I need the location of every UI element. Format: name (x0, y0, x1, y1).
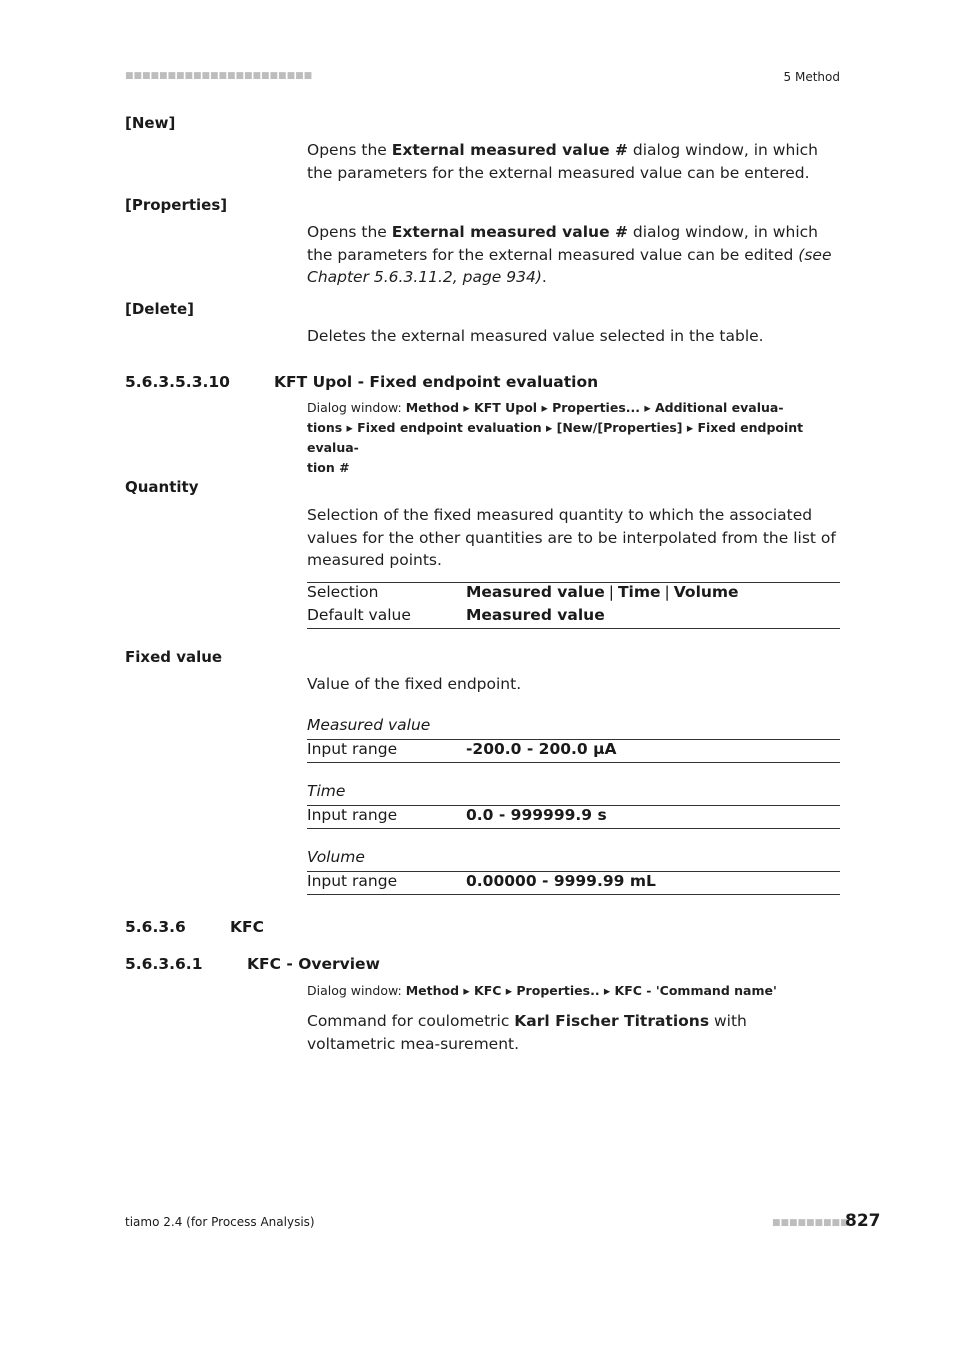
volume-range-row (307, 870, 840, 893)
time-range-row (307, 804, 840, 827)
term-new: [New] (125, 114, 176, 132)
default-row (307, 604, 840, 627)
term-delete: [Delete] (125, 300, 194, 318)
input-range-label: Input range (307, 806, 398, 824)
volume-caption: Volume (307, 848, 365, 866)
measured-value-caption: Measured value (307, 716, 431, 734)
term-fixed-value: Fixed value (125, 648, 223, 666)
properties-description: Opens the External measured value # dialog window, in which the parameters for the external measured value can be edited (see Chapter 5.6.3.11.2, page 934). (307, 223, 832, 286)
time-caption: Time (307, 782, 346, 800)
dialog-path-kfc: Dialog window: Method ▸ KFC ▸ Properties.. ▸ KFC - 'Command name' (307, 983, 777, 998)
section-title-kfc-overview: KFC - Overview (247, 955, 380, 973)
footer-product: tiamo 2.4 (for Process Analysis) (125, 1215, 315, 1229)
input-range-label: Input range (307, 740, 398, 758)
fixed-value-description: Value of the fixed endpoint. (307, 675, 522, 693)
page-number: 827 (845, 1211, 881, 1231)
input-range-label: Input range (307, 872, 398, 890)
input-range-value: 0.0 - 999999.9 s (466, 806, 607, 824)
header-decoration: ■■■■■■■■■■■■■■■■■■■■■■ (125, 71, 313, 81)
measured-value-range-row (307, 738, 840, 761)
selection-label: Selection (307, 583, 379, 601)
table-rule (307, 762, 840, 763)
quantity-description: Selection of the fixed measured quantity to which the associated values for the other quantities are to be interpolated from the list of measured points. (307, 506, 836, 569)
term-quantity: Quantity (125, 478, 199, 496)
kfc-description: Command for coulometric Karl Fischer Titrations with voltametric mea-surement. (307, 1012, 747, 1053)
section-number-kft: 5.6.3.5.3.10 (125, 373, 230, 391)
section-number-kfc-overview: 5.6.3.6.1 (125, 955, 203, 973)
selection-values: Measured value | Time | Volume (466, 583, 739, 601)
table-rule (307, 894, 840, 895)
delete-description: Deletes the external measured value selected in the table. (307, 327, 764, 345)
section-number-kfc: 5.6.3.6 (125, 918, 186, 936)
new-description: Opens the External measured value # dialog window, in which the parameters for the external measured value can be entered. (307, 141, 818, 182)
input-range-value: -200.0 - 200.0 µA (466, 740, 617, 758)
footer-decoration: ■■■■■■■■■ (772, 1218, 849, 1228)
term-properties: [Properties] (125, 196, 228, 214)
section-title-kfc: KFC (230, 918, 264, 936)
input-range-value: 0.00000 - 9999.99 mL (466, 872, 656, 890)
chapter-title: 5 Method (783, 70, 840, 84)
dialog-path-kft: Dialog window: Method ▸ KFT Upol ▸ Properties... ▸ Additional evalua- tions ▸ Fixed endpoint evaluation ▸ [New/[Properties] ▸ Fixed endpoint evalua- tion # (307, 400, 804, 475)
default-label: Default value (307, 606, 411, 624)
chapter-reference-link[interactable]: (see Chapter 5.6.3.11.2, page 934) (307, 245, 832, 286)
default-value: Measured value (466, 606, 605, 624)
section-title-kft: KFT Upol - Fixed endpoint evaluation (274, 373, 599, 391)
table-rule (307, 828, 840, 829)
table-rule (307, 628, 840, 629)
selection-row (307, 581, 840, 604)
